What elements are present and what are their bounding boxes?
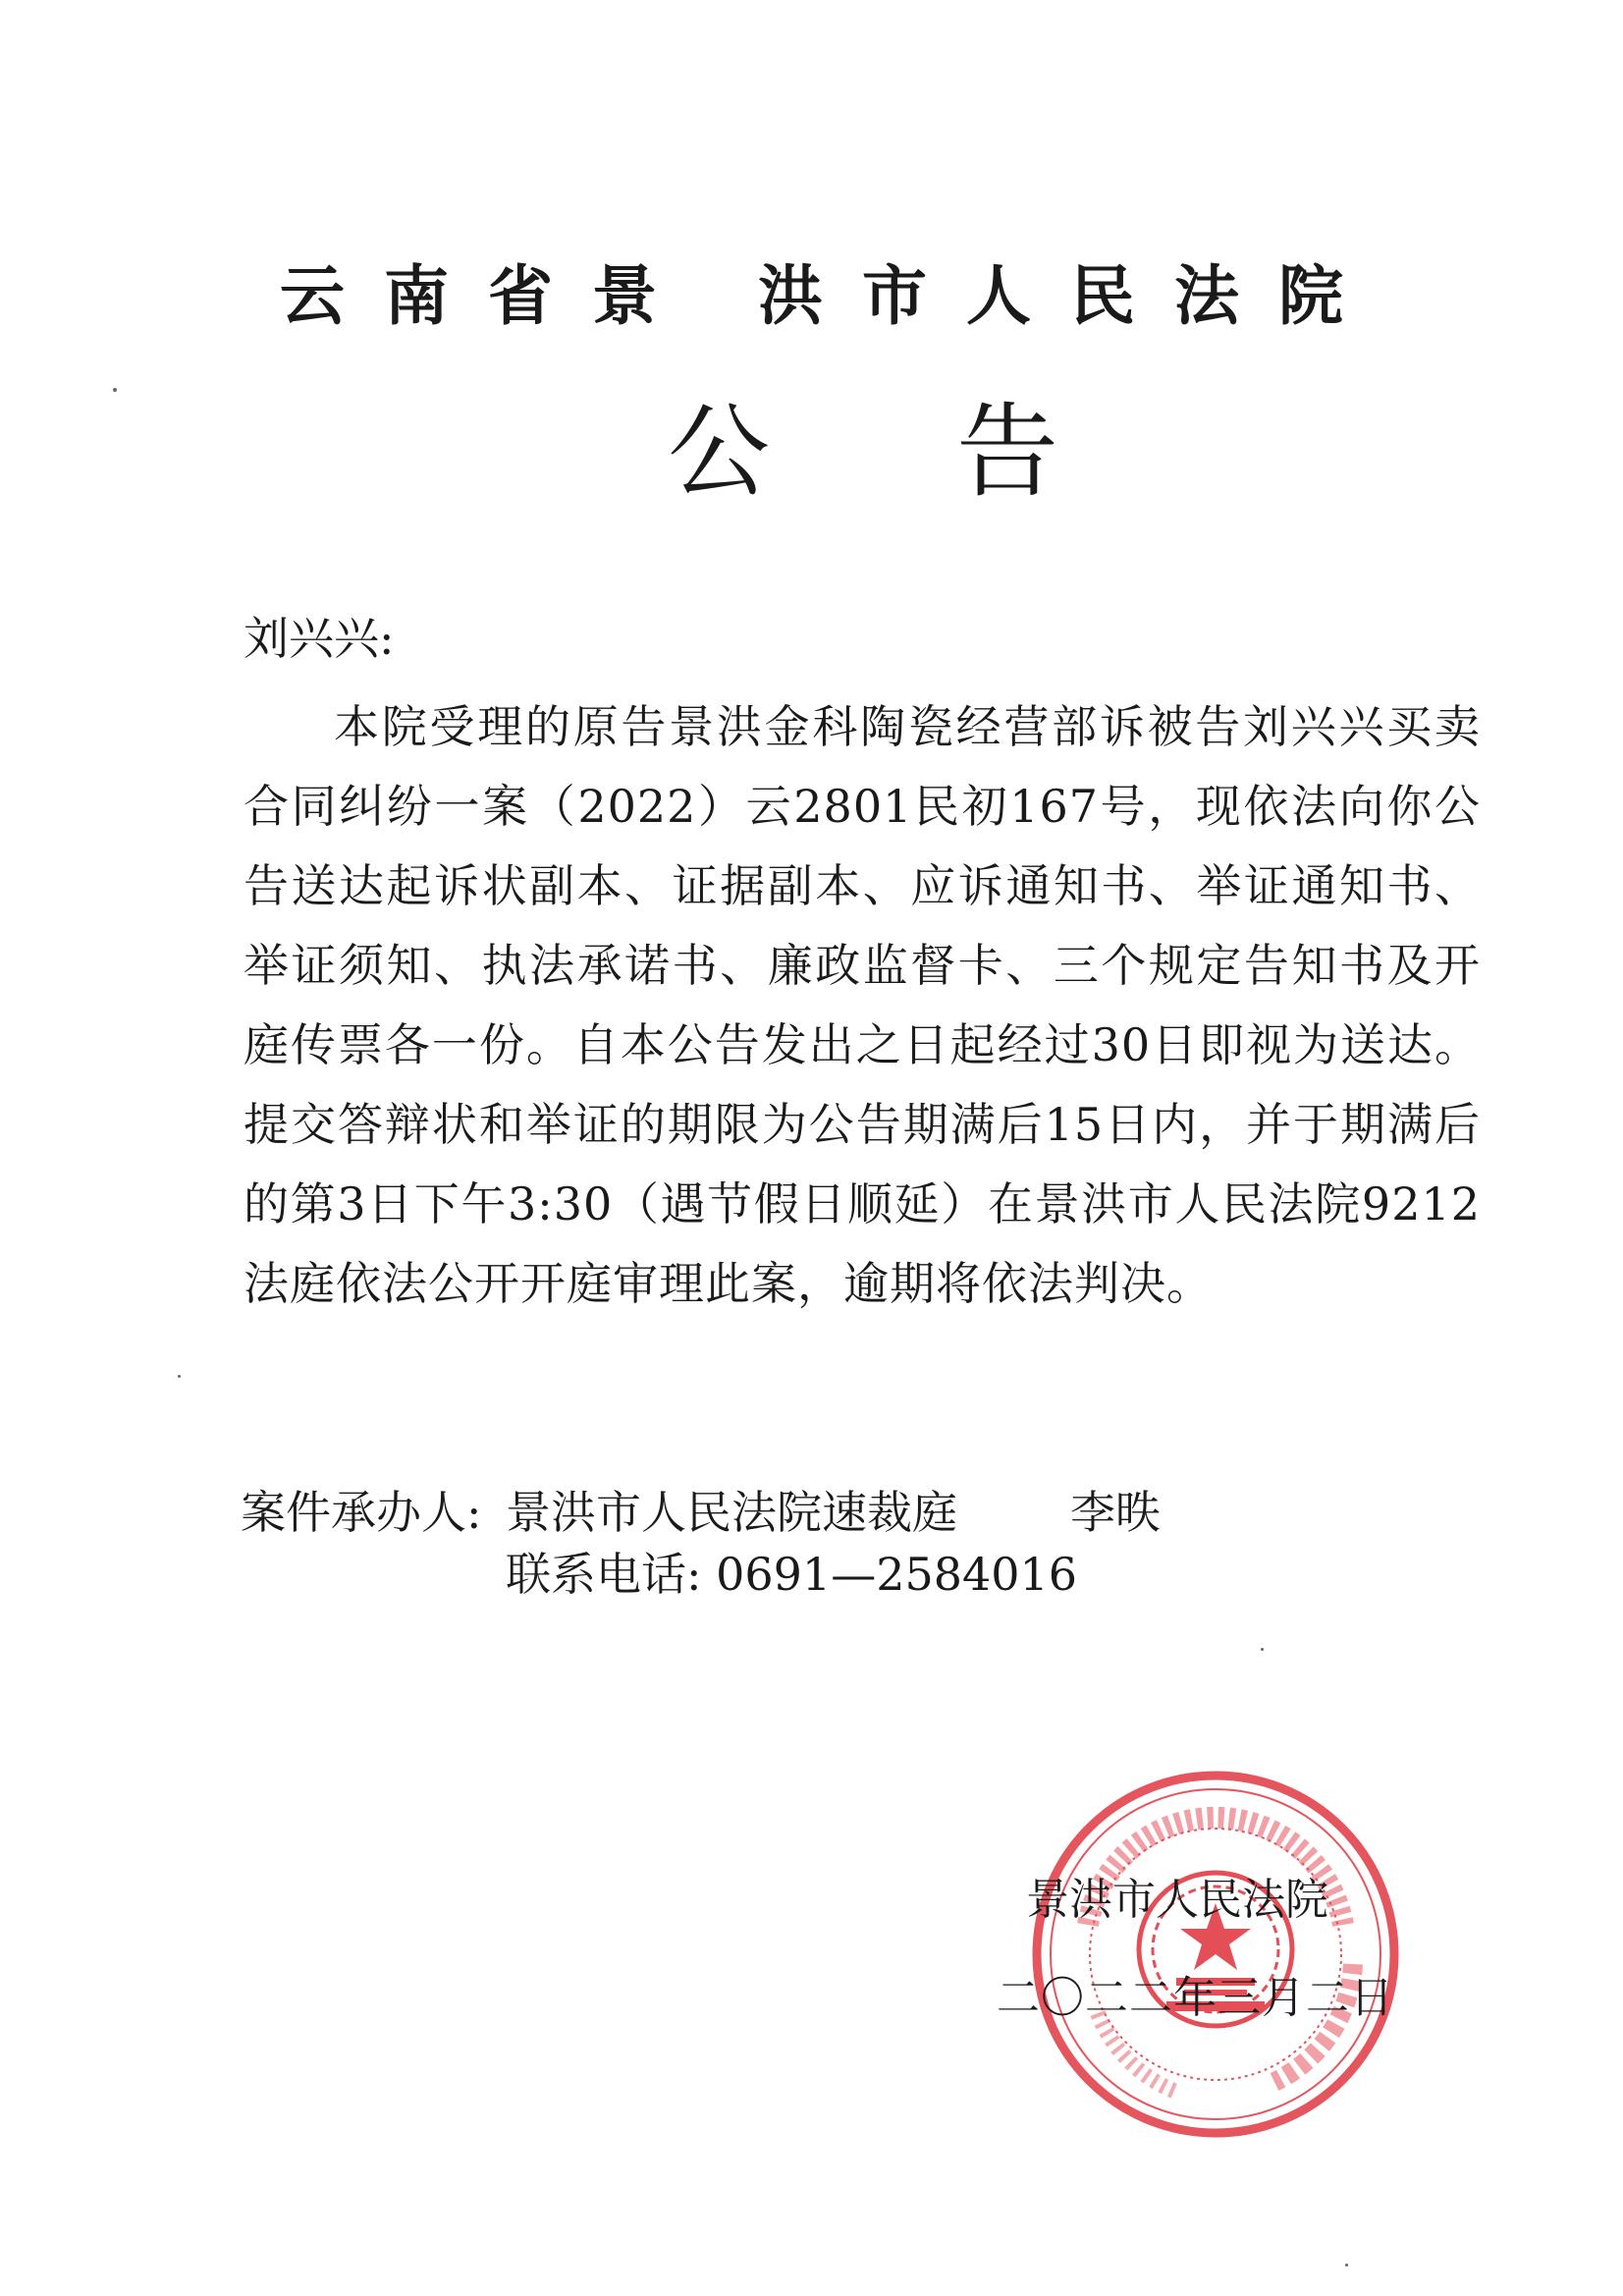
phone-label: 联系电话:: [506, 1548, 702, 1601]
court-seal-icon: [1029, 1768, 1402, 2141]
handler-department: 景洪市人民法院速裁庭: [506, 1486, 957, 1539]
case-handler-line: [241, 1483, 1161, 1542]
scan-speck: [1261, 1648, 1264, 1651]
contact-phone-line: [506, 1545, 1077, 1604]
notice-body: 本院受理的原告景洪金科陶瓷经营部诉被告刘兴兴买卖合同纠纷一案（2022）云2801民初167号，现依法向你公告送达起诉状副本、证据副本、应诉通知书、举证通知书、举证须知、执法承诺书、廉政监督卡、三个规定告知书及开庭传票各一份。自本公告发出之日起经过30日即视为送达。提交答辩状和举证的期限为公告期满后15日内，并于期满后的第3日下午3:30（遇节假日顺延）在景洪市人民法院9212法庭依法公开开庭审理此案，逾期将依法判决。: [243, 700, 1481, 1310]
signing-court: 景洪市人民法院: [1026, 1875, 1328, 1925]
handler-label: 案件承办人:: [241, 1486, 482, 1539]
scan-speck: [113, 388, 117, 392]
court-name-heading: 云南省景 洪市人民法院: [280, 258, 1382, 334]
scan-speck: [1345, 2264, 1348, 2267]
signing-date: 二〇二二年三月二日: [997, 1973, 1394, 2023]
phone-number: 0691—2584016: [716, 1548, 1078, 1601]
document-title: 公告: [668, 392, 1246, 512]
scan-speck: [178, 1375, 181, 1378]
addressee: 刘兴兴:: [243, 612, 395, 665]
handler-judge-name: 李昳: [1070, 1486, 1161, 1539]
